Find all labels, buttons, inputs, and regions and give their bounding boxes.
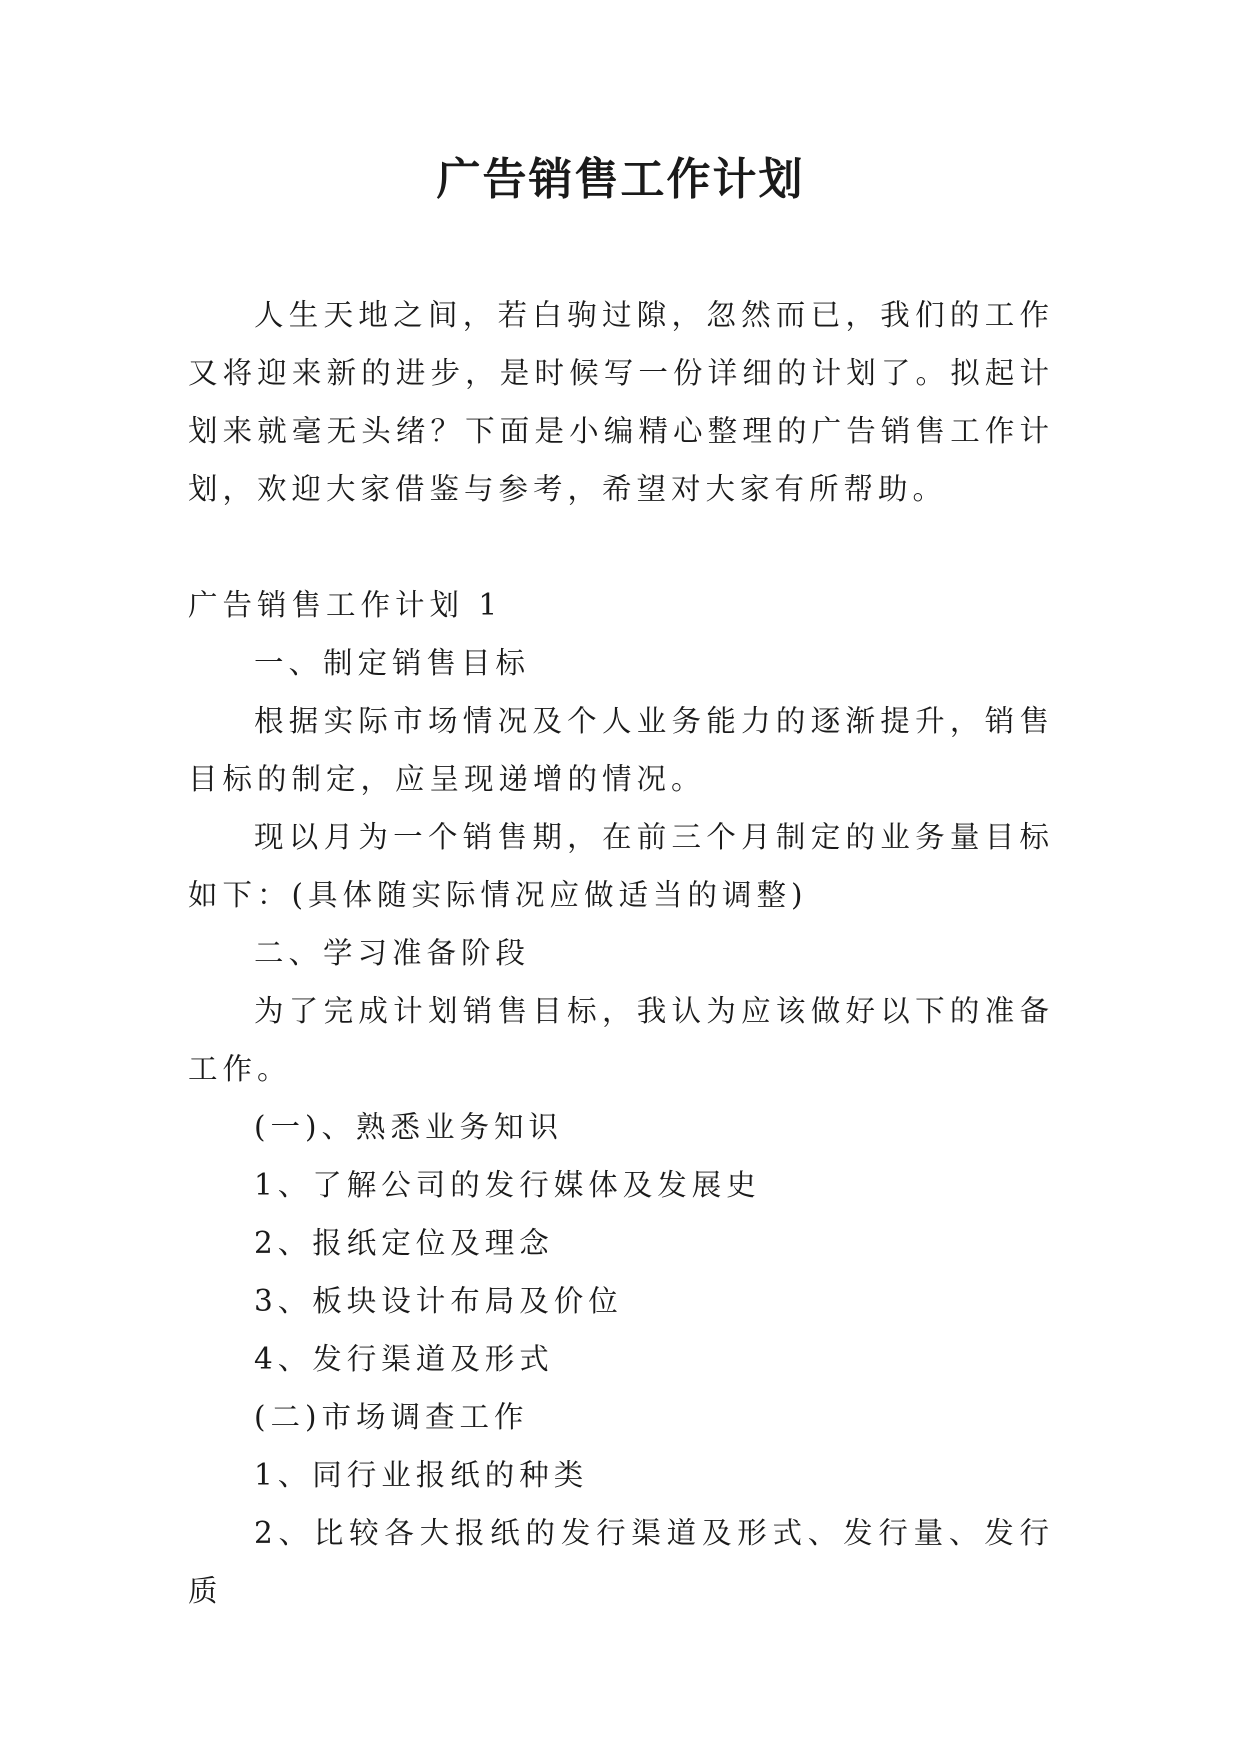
subheading-market-research: (二)市场调查工作 [254,1400,529,1434]
section-title: 广告销售工作计划 1 [188,588,503,622]
list-item: 1、同行业报纸的种类 [254,1458,589,1492]
list-item: 2、比较各大报纸的发行渠道及形式、发行量、发行质 [188,1516,1054,1608]
list-item: 4、发行渠道及形式 [254,1342,554,1376]
page-title: 广告销售工作计划 [436,154,805,205]
heading-sales-target: 一、制定销售目标 [254,646,531,680]
paragraph-monthly-target: 现以月为一个销售期，在前三个月制定的业务量目标如下：(具体随实际情况应做适当的调整) [188,820,1054,912]
paragraph-preparation-intro: 为了完成计划销售目标，我认为应该做好以下的准备工作。 [188,994,1054,1086]
subheading-business-knowledge: (一)、熟悉业务知识 [254,1110,564,1144]
document-body [188,286,1054,1620]
list-item: 3、板块设计布局及价位 [254,1284,623,1318]
list-item: 2、报纸定位及理念 [254,1226,554,1260]
paragraph-target-basis: 根据实际市场情况及个人业务能力的逐渐提升，销售目标的制定，应呈现递增的情况。 [188,704,1054,796]
list-item: 1、了解公司的发行媒体及发展史 [254,1168,761,1202]
heading-preparation-stage: 二、学习准备阶段 [254,936,531,970]
intro-paragraph: 人生天地之间，若白驹过隙，忽然而已，我们的工作又将迎来新的进步，是时候写一份详细的计划了。拟起计划来就毫无头绪？下面是小编精心整理的广告销售工作计划，欢迎大家借鉴与参考，希望对大家有所帮助。 [188,298,1054,506]
